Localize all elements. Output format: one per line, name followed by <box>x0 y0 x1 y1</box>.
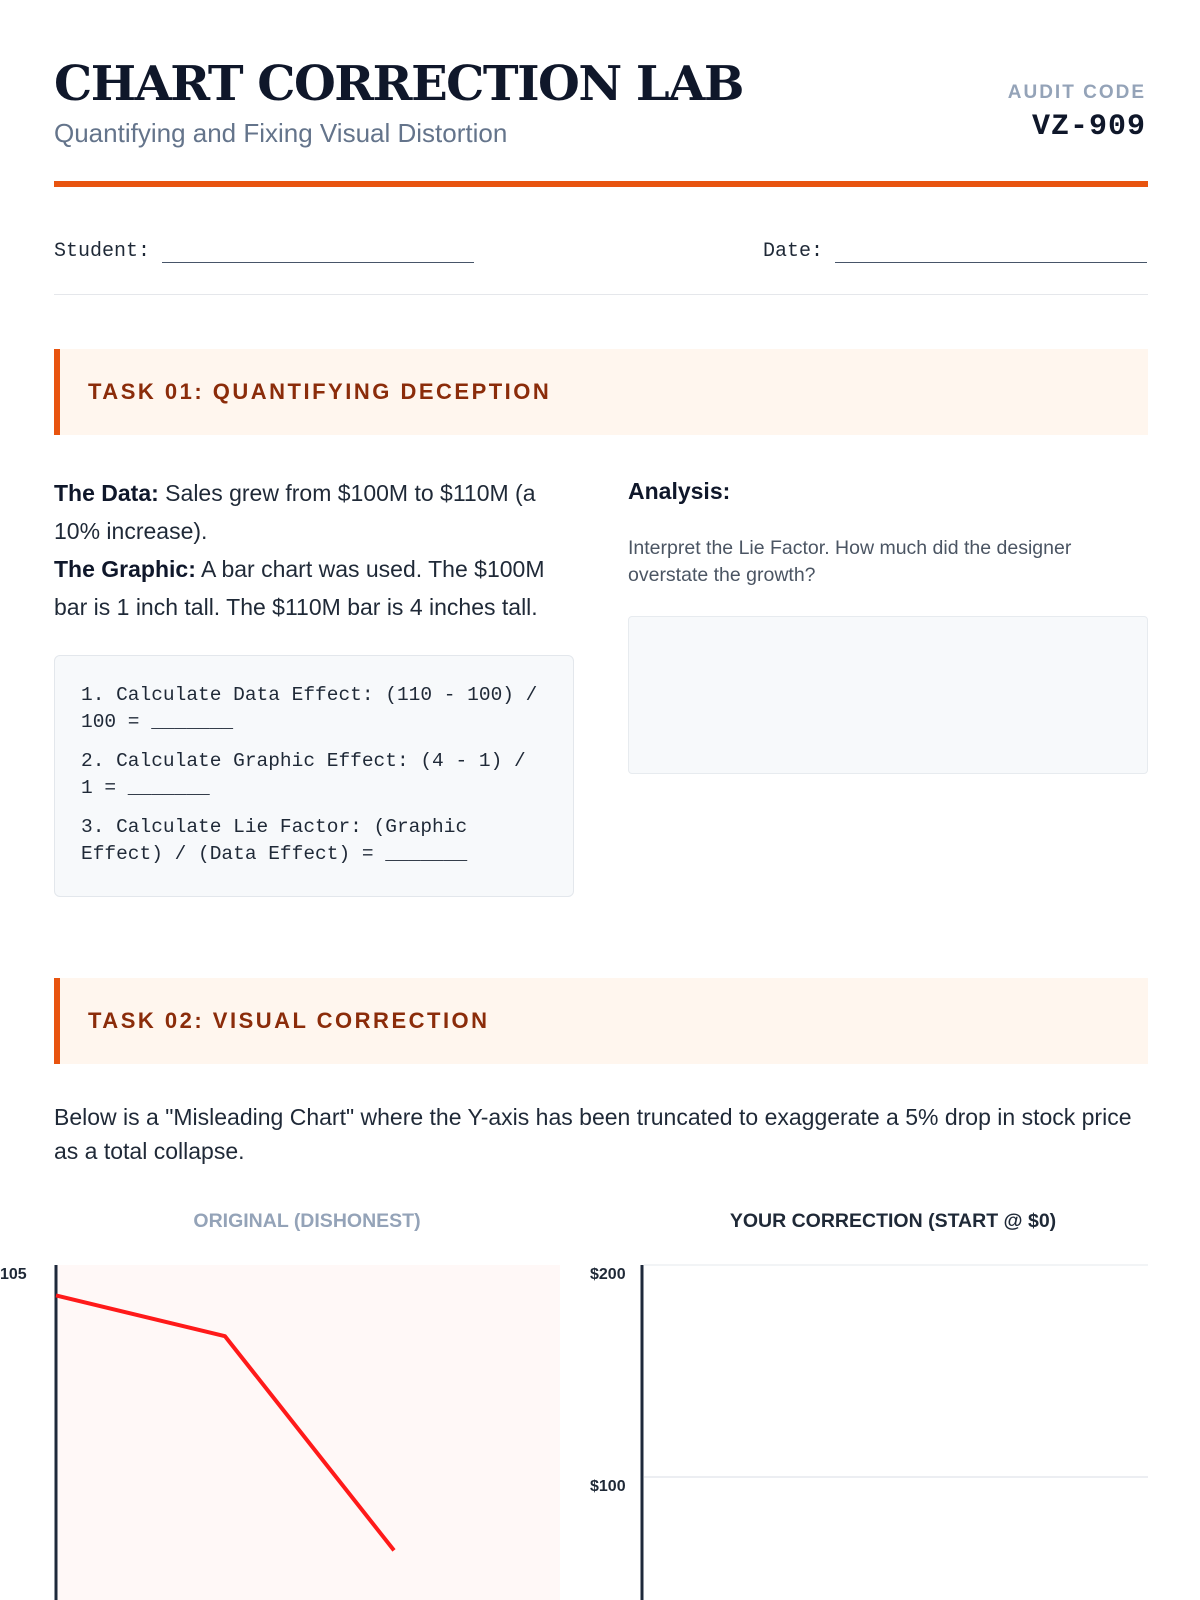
analysis-label: Analysis: <box>628 478 731 504</box>
audit-code-value: VZ-909 <box>1031 110 1146 144</box>
graphic-text: A bar chart was used. The $100M bar is 1 inch tall. The $110M bar is 4 inches tall. <box>54 556 545 620</box>
date-label: Date: <box>763 240 824 263</box>
analysis-question: Interpret the Lie Factor. How much did the designer overstate the growth? <box>628 537 1072 586</box>
audit-code-label: AUDIT CODE <box>1007 82 1146 103</box>
task2-description: Below is a "Misleading Chart" where the Y-axis has been truncated to exaggerate a 5% drop in stock price as a total collapse. <box>54 1104 1132 1164</box>
calc-step-1: 1. Calculate Data Effect: (110 - 100) / 100 = _______ <box>81 684 538 733</box>
page-title: CHART CORRECTION LAB <box>54 56 743 112</box>
calc-step-2: 2. Calculate Graphic Effect: (4 - 1) / 1 = _______ <box>81 750 526 799</box>
task1-heading: TASK 01: QUANTIFYING DECEPTION <box>88 379 552 404</box>
calc-step-3: 3. Calculate Lie Factor: (Graphic Effect) / (Data Effect) = _______ <box>81 816 468 865</box>
data-text: Sales grew from $100M to $110M (a 10% increase). <box>54 480 536 544</box>
data-label: The Data: <box>54 480 159 506</box>
correction-y-tick-label-top: $200 <box>590 1266 626 1283</box>
student-label: Student: <box>54 240 151 263</box>
original-chart-title: ORIGINAL (DISHONEST) <box>193 1210 421 1232</box>
correction-chart-title: YOUR CORRECTION (START @ $0) <box>729 1210 1057 1232</box>
page-subtitle: Quantifying and Fixing Visual Distortion <box>54 118 508 148</box>
correction-y-tick-label-mid: $100 <box>590 1478 626 1495</box>
task2-heading: TASK 02: VISUAL CORRECTION <box>88 1008 490 1033</box>
graphic-label: The Graphic: <box>54 556 196 582</box>
original-y-tick-label: 105 <box>0 1266 27 1283</box>
